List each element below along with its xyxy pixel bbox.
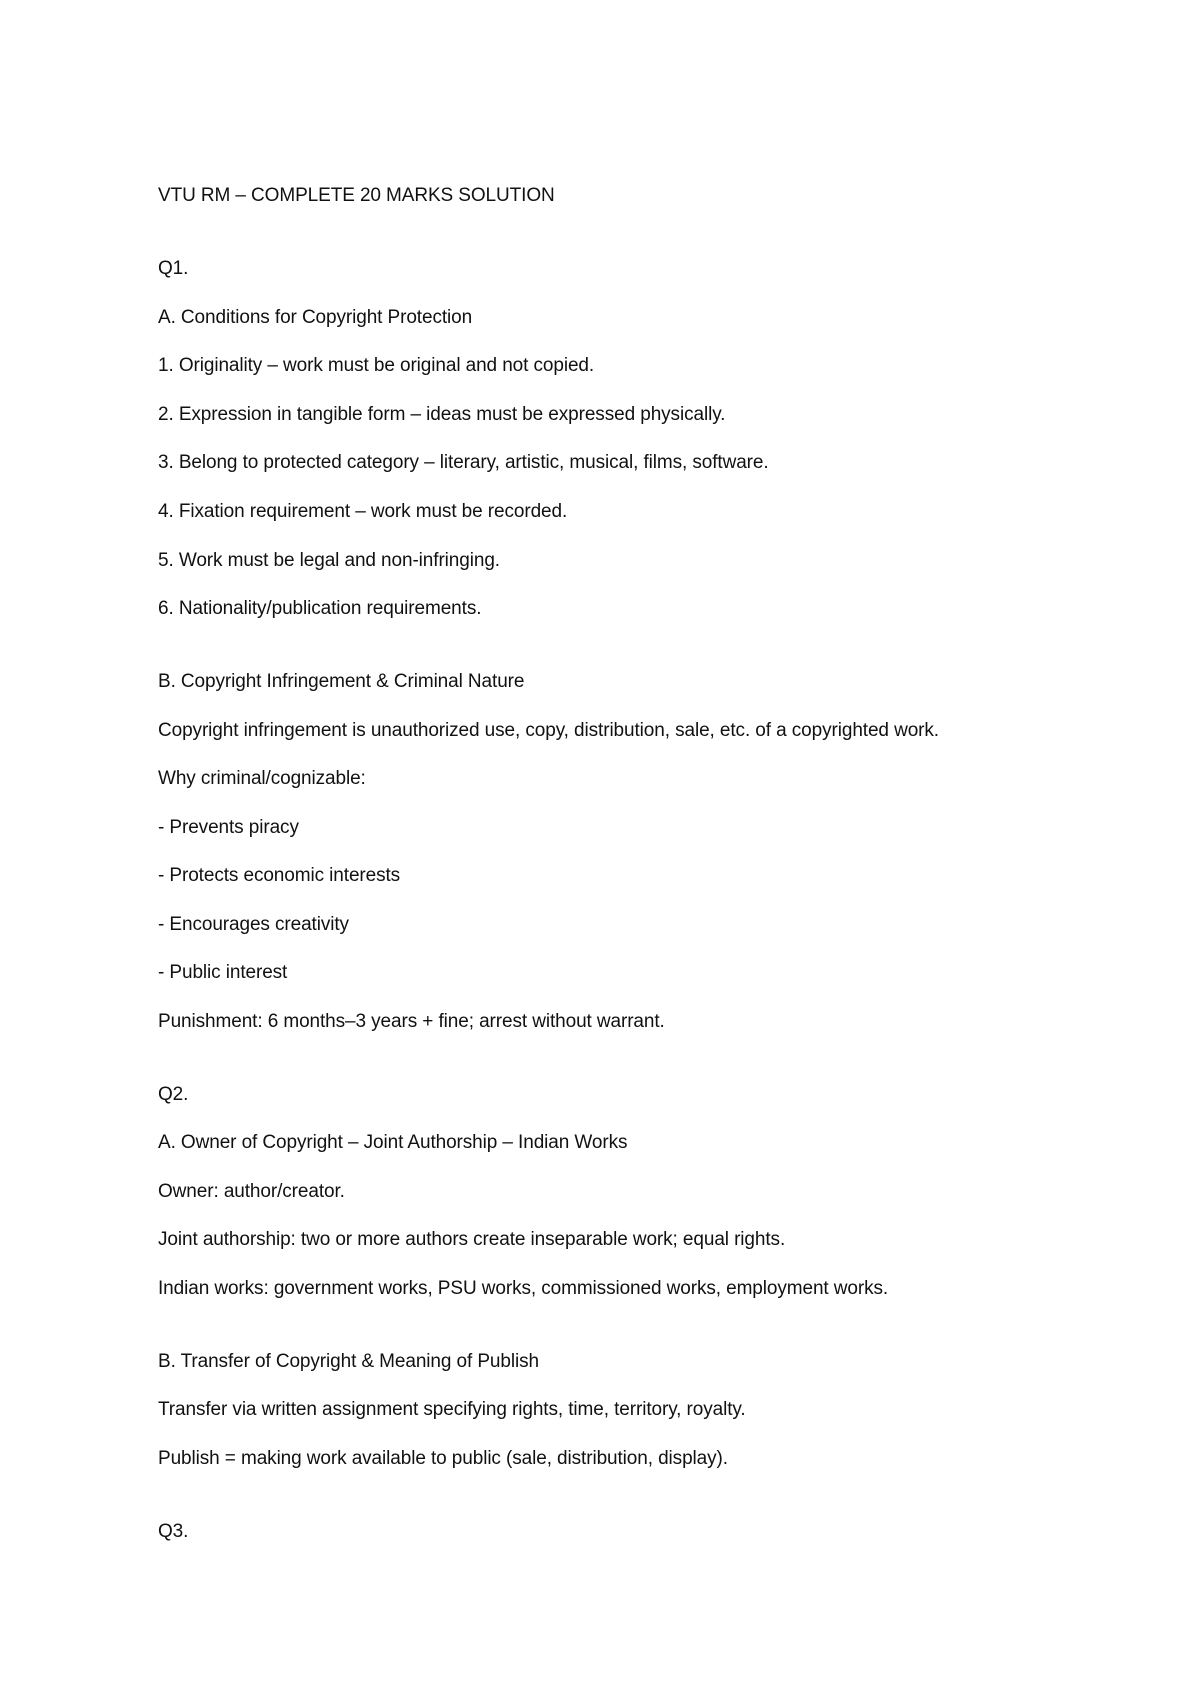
q2-label: Q2. xyxy=(158,1084,189,1105)
q2-a-heading: A. Owner of Copyright – Joint Authorship – Indian Works xyxy=(158,1132,628,1153)
q1-b-why: Why criminal/cognizable: xyxy=(158,768,366,789)
q1-a-item-5: 5. Work must be legal and non-infringing. xyxy=(158,550,500,571)
q1-b-heading: B. Copyright Infringement & Criminal Nature xyxy=(158,671,525,692)
q2-b-publish: Publish = making work available to public (sale, distribution, display). xyxy=(158,1448,728,1469)
q1-a-item-4: 4. Fixation requirement – work must be recorded. xyxy=(158,501,568,522)
q1-a-heading: A. Conditions for Copyright Protection xyxy=(158,307,473,328)
q1-a-item-3: 3. Belong to protected category – literary, artistic, musical, films, software. xyxy=(158,452,769,473)
q1-a-item-1: 1. Originality – work must be original and not copied. xyxy=(158,355,595,376)
q1-label: Q1. xyxy=(158,258,189,279)
q1-b-reason-2: - Protects economic interests xyxy=(158,865,401,886)
q2-a-indian: Indian works: government works, PSU works, commissioned works, employment works. xyxy=(158,1278,889,1299)
q2-a-joint: Joint authorship: two or more authors create inseparable work; equal rights. xyxy=(158,1229,786,1250)
document-title: VTU RM – COMPLETE 20 MARKS SOLUTION xyxy=(158,185,555,206)
q1-a-item-2: 2. Expression in tangible form – ideas must be expressed physically. xyxy=(158,404,726,425)
q1-b-definition: Copyright infringement is unauthorized use, copy, distribution, sale, etc. of a copyrighted work. xyxy=(158,720,939,741)
q2-a-owner: Owner: author/creator. xyxy=(158,1181,345,1202)
q2-b-transfer: Transfer via written assignment specifying rights, time, territory, royalty. xyxy=(158,1399,746,1420)
q1-b-reason-3: - Encourages creativity xyxy=(158,914,349,935)
q1-b-reason-4: - Public interest xyxy=(158,962,288,983)
q1-a-item-6: 6. Nationality/publication requirements. xyxy=(158,598,482,619)
q1-b-punishment: Punishment: 6 months–3 years + fine; arrest without warrant. xyxy=(158,1011,665,1032)
q2-b-heading: B. Transfer of Copyright & Meaning of Publish xyxy=(158,1351,539,1372)
q1-b-reason-1: - Prevents piracy xyxy=(158,817,299,838)
q3-label: Q3. xyxy=(158,1521,189,1542)
